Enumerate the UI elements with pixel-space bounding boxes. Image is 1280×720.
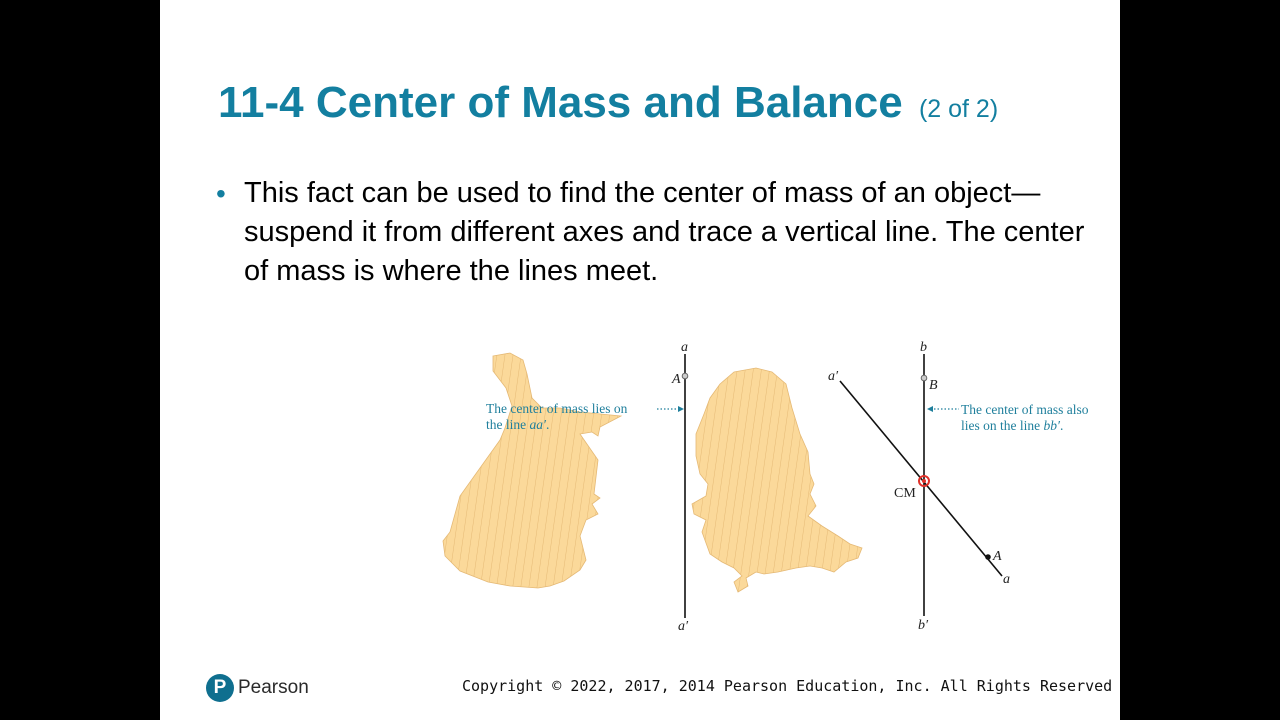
left-pivot-point-a <box>682 373 688 379</box>
right-caption-line2 <box>961 418 1063 433</box>
bullet-item <box>216 174 1096 291</box>
left-caption-line2-suffix: . <box>545 417 550 432</box>
slide-title-main: 11-4 Center of Mass and Balance <box>218 78 903 127</box>
left-caption-line2-em: aa′ <box>529 417 546 432</box>
left-label-a-bottom: a′ <box>678 619 689 634</box>
bullet-dot-icon: • <box>216 178 226 209</box>
right-caption-line2-suffix: . <box>1059 418 1064 433</box>
right-label-a: a <box>1003 572 1010 587</box>
left-label-a-top: a <box>681 340 688 355</box>
left-caption-line1: The center of mass lies on <box>486 401 628 416</box>
right-label-b-bottom: b′ <box>918 618 929 633</box>
slide <box>160 0 1120 720</box>
pearson-logo-text: Pearson <box>238 677 309 698</box>
left-caption-arrow-icon <box>678 406 684 412</box>
left-irregular-shape <box>443 353 621 588</box>
right-caption-line2-prefix: lies on the line <box>961 418 1044 433</box>
bullet-list <box>216 174 1096 291</box>
right-label-point-B: B <box>929 378 938 393</box>
right-diagram <box>692 340 1089 633</box>
center-of-mass-dot-core <box>922 479 926 483</box>
pearson-logo <box>206 674 309 702</box>
bullet-text: This fact can be used to find the center of mass of an object—suspend it from different axes and trace a vertical line. The center of mass is where the lines meet. <box>244 177 1085 287</box>
left-label-point-A: A <box>672 372 681 387</box>
right-caption-arrow-icon <box>927 406 933 412</box>
right-pivot-point-b <box>921 375 927 381</box>
right-label-point-A: A <box>993 549 1002 564</box>
pearson-p-icon: P <box>206 674 234 702</box>
center-of-mass-label: CM <box>894 486 916 501</box>
left-caption-line2-prefix: the line <box>486 417 530 432</box>
left-caption-line2 <box>486 417 549 432</box>
right-irregular-shape <box>692 368 862 592</box>
right-label-a-prime: a′ <box>828 369 839 384</box>
right-caption-line2-em: bb′ <box>1043 418 1060 433</box>
copyright-notice: Copyright © 2022, 2017, 2014 Pearson Education, Inc. All Rights Reserved <box>462 677 1113 695</box>
slide-title-suffix: (2 of 2) <box>918 95 999 123</box>
right-point-a <box>985 554 991 560</box>
left-diagram <box>443 340 689 634</box>
slide-title <box>218 78 998 134</box>
center-of-mass-figure <box>320 336 1089 636</box>
right-caption-line1: The center of mass also <box>961 402 1089 417</box>
right-label-b-top: b <box>920 340 927 355</box>
